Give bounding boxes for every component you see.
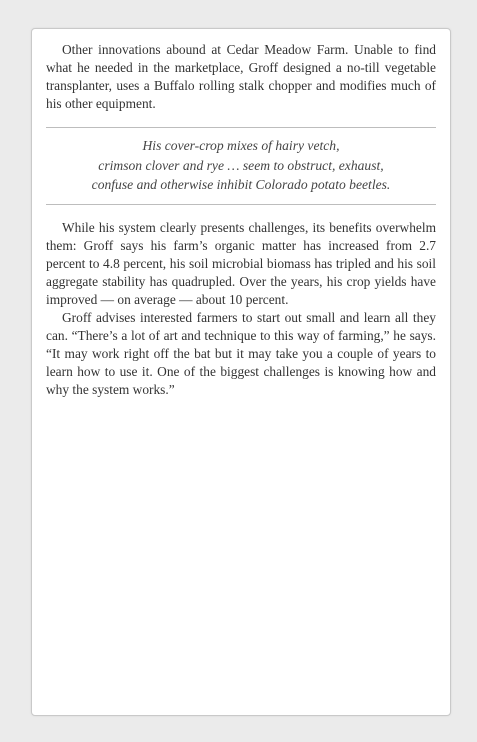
document-page — [31, 28, 451, 716]
pullquote-line: His cover-crop mixes of hairy vetch, — [142, 138, 340, 153]
paragraph-advice: Groff advises interested farmers to start out small and learn all they can. “There’s a lot of art and technique to this way of farming,” he says. “It may work right off the bat but it may take you a couple of years to learn how to use it. One of the biggest challenges is knowing how and why the system works.” — [46, 309, 436, 397]
pullquote — [46, 127, 436, 205]
pullquote-line: crimson clover and rye … seem to obstruct, exhaust, — [98, 157, 384, 173]
paragraph-innovations: Other innovations abound at Cedar Meadow Farm. Unable to find what he needed in the marketplace, Groff designed a no-till vegetable transplanter, uses a Buffalo rolling stalk chopper and modifies much of his other equipment. — [46, 42, 436, 111]
article-body — [46, 41, 436, 399]
paragraph-benefits: While his system clearly presents challenges, its benefits overwhelm them: Groff says his farm’s organic matter has increased from 2.7 percent to 4.8 percent, his soil microbial biomass has tripled and his soil aggregate stability has quadrupled. Over the years, his crop yields have improved — on average — about 10 percent. — [46, 219, 436, 307]
pullquote-line: confuse and otherwise inhibit Colorado potato beetles. — [91, 177, 391, 192]
